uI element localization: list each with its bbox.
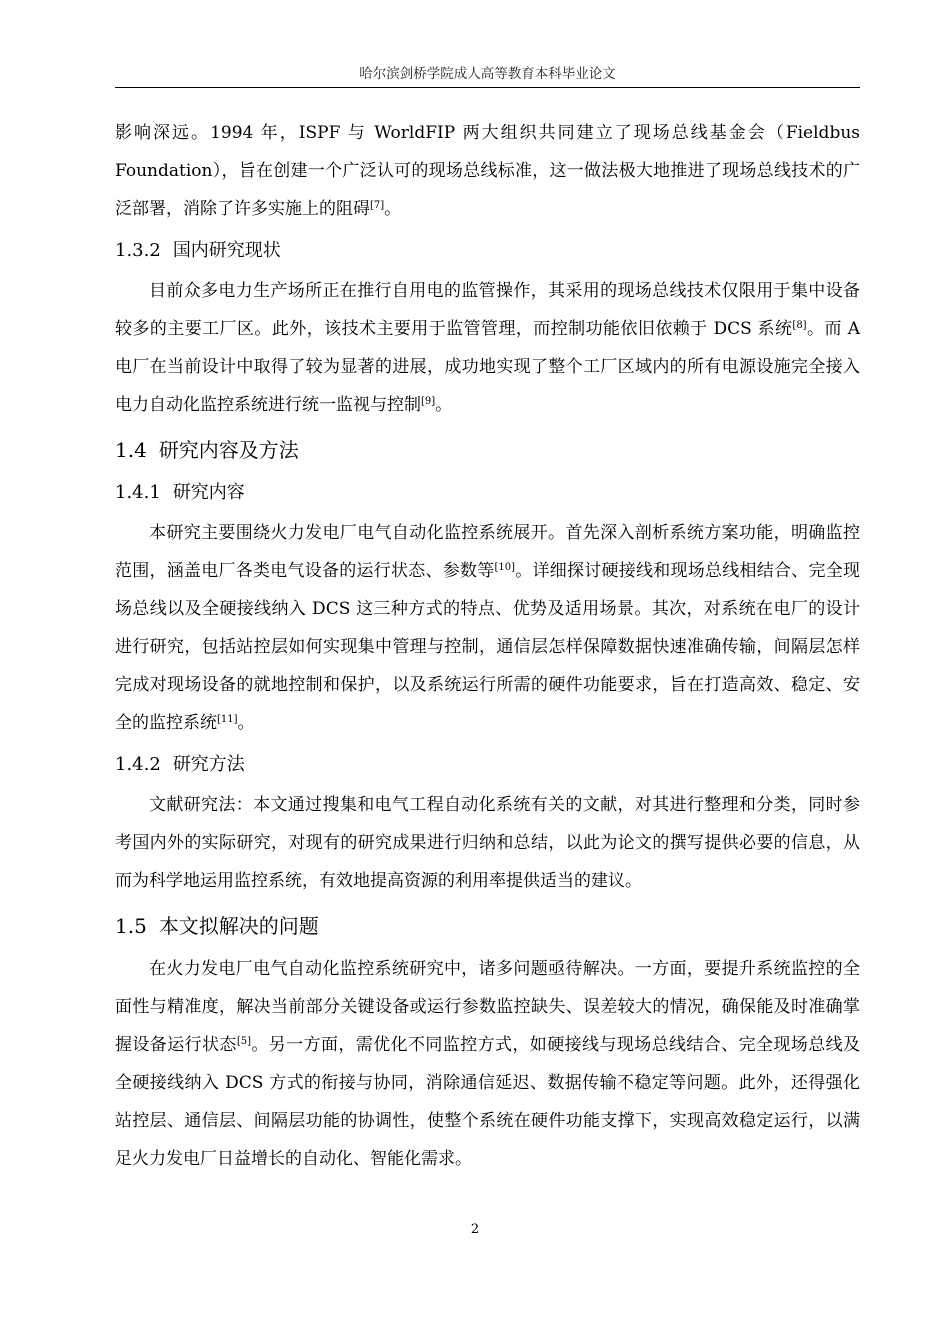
section-title: 国内研究现状 <box>172 240 281 261</box>
paragraph-text: 影响深远。1994 年，ISPF 与 WorldFIP 两大组织共同建立了现场总线基金会（Fieldbus Foundation），旨在创建一个广泛认可的现场总线标准，这一做法极大地推进了现场总线技术的广泛部署，消除了许多实施上的阻碍 <box>115 123 860 219</box>
section-title: 本文拟解决的问题 <box>158 914 319 938</box>
citation: [11] <box>217 714 238 725</box>
paragraph-text: 。而 A 电厂在当前设计中取得了较为显著的进展，成功地实现了整个工厂区域内的所有电源设施完全接入电力自动化监控系统进行统一监视与控制 <box>115 319 860 415</box>
citation: [9] <box>421 396 436 407</box>
paragraph-domestic-research <box>115 272 860 424</box>
paragraph-research-method <box>115 786 860 900</box>
section-heading-1-4 <box>115 430 860 470</box>
section-number: 1.3.2 <box>115 240 161 261</box>
paragraph-problems <box>115 950 860 1178</box>
paragraph-text: 本研究主要围绕火力发电厂电气自动化监控系统展开。首先深入剖析系统方案功能，明确监控范围，涵盖电厂各类电气设备的运行状态、参数等 <box>115 523 860 581</box>
paragraph-research-content <box>115 514 860 742</box>
section-title: 研究内容及方法 <box>158 438 299 462</box>
section-heading-1-4-2 <box>115 746 860 784</box>
section-number: 1.4 <box>115 438 147 462</box>
section-number: 1.5 <box>115 914 147 938</box>
section-title: 研究方法 <box>172 754 245 775</box>
section-heading-1-4-1 <box>115 474 860 512</box>
paragraph-foundation <box>115 114 860 228</box>
body-text <box>115 114 860 1178</box>
citation: [7] <box>370 200 385 211</box>
section-title: 研究内容 <box>172 482 245 503</box>
section-number: 1.4.1 <box>115 482 161 503</box>
paragraph-tail: 。 <box>384 199 402 219</box>
paragraph-tail: 。 <box>435 395 453 415</box>
citation: [8] <box>792 320 807 331</box>
section-heading-1-3-2 <box>115 232 860 270</box>
paragraph-text: 目前众多电力生产场所正在推行自用电的监管操作，其采用的现场总线技术仅限用于集中设备较多的主要工厂区。此外，该技术主要用于监管管理，而控制功能依旧依赖于 DCS 系统 <box>115 281 860 339</box>
citation: [10] <box>494 562 516 573</box>
section-number: 1.4.2 <box>115 754 161 775</box>
paragraph-text: 。另一方面，需优化不同监控方式，如硬接线与现场总线结合、完全现场总线及全硬接线纳入 DCS 方式的衔接与协同，消除通信延迟、数据传输不稳定等问题。此外，还得强化站控层、通信层、间隔层功能的协调性，使整个系统在硬件功能支撑下，实现高效稳定运行，以满足火力发电厂日益增长的自动化、智能化需求。 <box>115 1035 861 1169</box>
paragraph-text: 文献研究法：本文通过搜集和电气工程自动化系统有关的文献，对其进行整理和分类，同时参考国内外的实际研究，对现有的研究成果进行归纳和总结，以此为论文的撰写提供必要的信息，从而为科学地运用监控系统，有效地提高资源的利用率提供适当的建议。 <box>115 795 860 891</box>
paragraph-tail: 。 <box>237 713 255 733</box>
citation: [5] <box>236 1036 251 1047</box>
section-heading-1-5 <box>115 906 860 946</box>
paragraph-text: 在火力发电厂电气自动化监控系统研究中，诸多问题亟待解决。一方面，要提升系统监控的全面性与精准度，解决当前部分关键设备或运行参数监控缺失、误差较大的情况，确保能及时准确掌握设备运行状态 <box>115 959 860 1055</box>
paragraph-text: 。详细探讨硬接线和现场总线相结合、完全现场总线以及全硬接线纳入 DCS 这三种方式的特点、优势及适用场景。其次，对系统在电厂的设计进行研究，包括站控层如何实现集中管理与控制，通信层怎样保障数据快速准确传输，间隔层怎样完成对现场设备的就地控制和保护，以及系统运行所需的硬件功能要求，旨在打造高效、稳定、安全的监控系统 <box>115 561 860 733</box>
page-number: 2 <box>470 1222 480 1237</box>
running-header: 哈尔滨剑桥学院成人高等教育本科毕业论文 <box>115 62 860 88</box>
